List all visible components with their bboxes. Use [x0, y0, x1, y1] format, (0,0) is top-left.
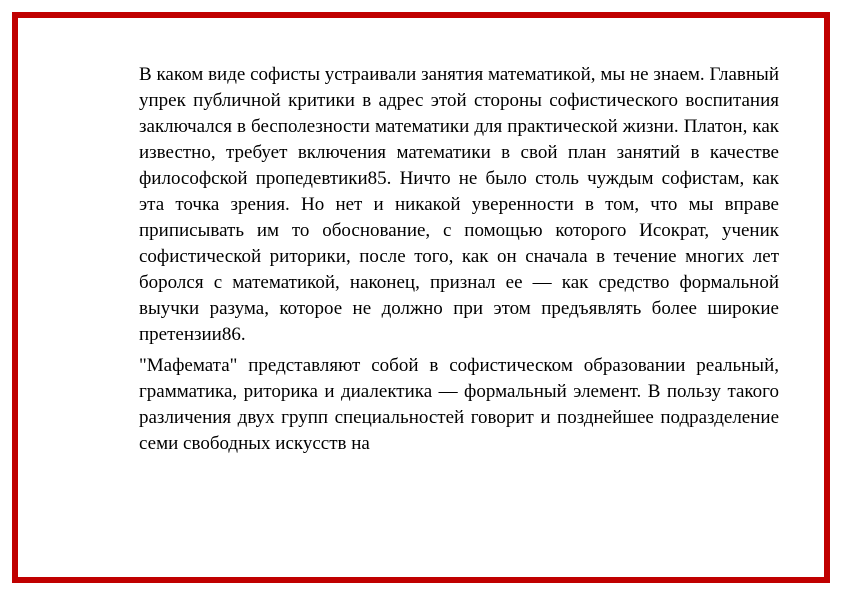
page-frame [12, 12, 830, 583]
document-text [139, 62, 779, 462]
paragraph-1: В каком виде софисты устраивали занятия математикой, мы не знаем. Главный упрек публичной критики в адрес этой стороны софистического воспитания заключался в бесполезности математики для практической жизни. Платон, как известно, требует включения математики в свой план занятий в качестве философской пропедевтики85. Ничто не было столь чуждым софистам, как эта точка зрения. Но нет и никакой уверенности в том, что мы вправе приписывать им то обоснование, с помощью которого Исократ, ученик софистической риторики, после того, как он сначала в течение многих лет боролся с математикой, наконец, признал ее — как средство формальной выучки разума, которое не должно при этом предъявлять более широкие претензии86. [139, 64, 779, 345]
paragraph-2: "Мафемата" представляют собой в софистическом образовании реальный, грамматика, риторика и диалектика — формальный элемент. В пользу такого различения двух групп специальностей говорит и позднейшее подразделение семи свободных искусств на [139, 355, 779, 454]
